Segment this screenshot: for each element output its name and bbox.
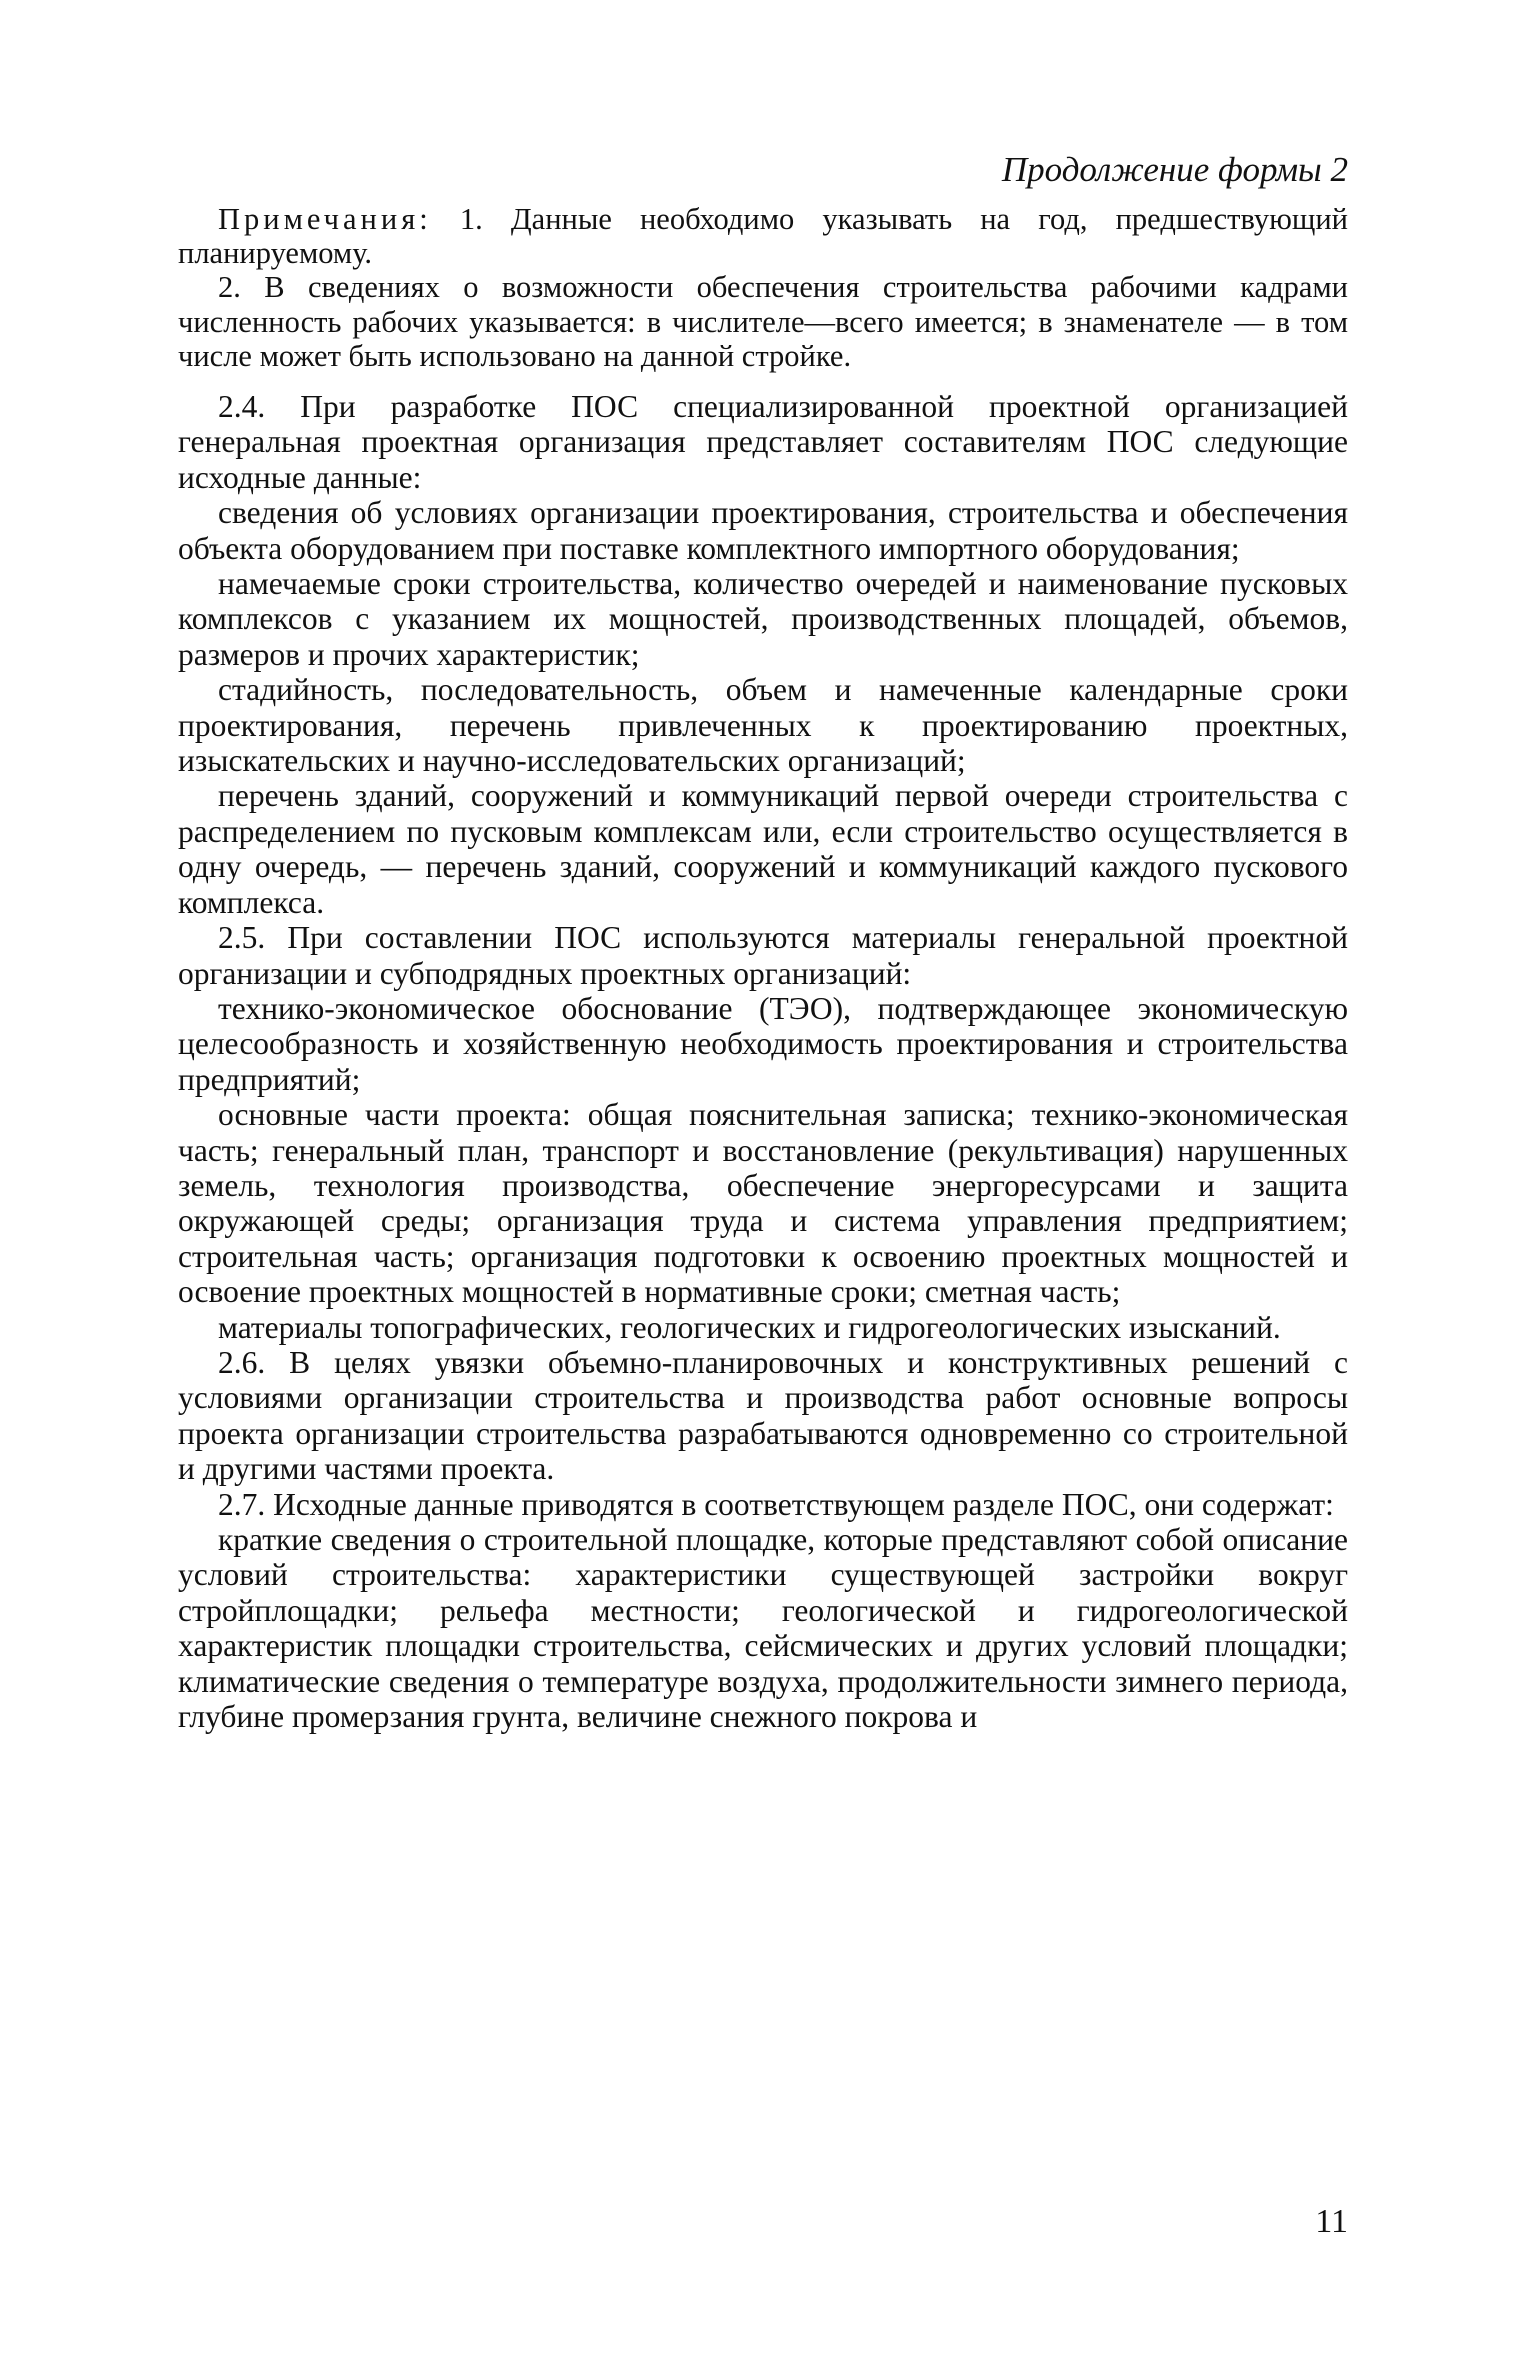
paragraph-2-7-item: краткие сведения о строительной площадке, которые представляют собой описание условий строительства: характеристики существующей застройки вокруг стройплощадки; рельефа местности; геологической и гидрогеологической характеристик площадки строительства, сейсмических и других условий площадки; климатические сведения о температуре воздуха, продолжительности зимнего периода, глубине промерзания грунта, величине снежного покрова и bbox=[178, 1522, 1348, 1735]
note-1 bbox=[178, 202, 1348, 270]
paragraph-2-5-item: технико-экономическое обоснование (ТЭО), подтверждающее экономическую целесообразность и хозяйственную необходимость проектирования и строительства предприятий; bbox=[178, 990, 1348, 1097]
paragraph-2-4-item: стадийность, последовательность, объем и намеченные календарные сроки проектирования, перечень привлеченных к проектированию проектных, изыскательских и научно-исследовательских организаций; bbox=[178, 672, 1348, 779]
document-page bbox=[178, 150, 1348, 1734]
page-number: 11 bbox=[1315, 2203, 1348, 2240]
paragraph-2-4-item: намечаемые сроки строительства, количество очередей и наименование пусковых комплексов с указанием их мощностей, производственных площадей, объемов, размеров и прочих характеристик; bbox=[178, 566, 1348, 672]
notes-block bbox=[178, 202, 1348, 373]
paragraph-2-7: 2.7. Исходные данные приводятся в соответствующем разделе ПОС, они содержат: bbox=[218, 1486, 1334, 1522]
note-2: 2. В сведениях о возможности обеспечения строительства рабочими кадрами численность рабочих указывается: в числителе—всего имеется; в знаменателе — в том числе может быть использовано на данной стройке. bbox=[178, 270, 1348, 373]
paragraph-2-5-item: материалы топографических, геологических и гидрогеологических изысканий. bbox=[218, 1309, 1281, 1345]
paragraph-2-4: 2.4. При разработке ПОС специализированной проектной организацией генеральная проектная организация представляет составителям ПОС следующие исходные данные: bbox=[178, 389, 1348, 495]
paragraph-2-4-item: перечень зданий, сооружений и коммуникаций первой очереди строительства с распределением по пусковым комплексам или, если строительство осуществляется в одну очередь, — перечень зданий, сооружений и коммуникаций каждого пускового комплекса. bbox=[178, 778, 1348, 920]
form-continuation-header: Продолжение формы 2 bbox=[1001, 150, 1348, 189]
paragraph-2-4-item: сведения об условиях организации проектирования, строительства и обеспечения объекта оборудованием при поставке комплектного импортного оборудования; bbox=[178, 495, 1348, 566]
paragraph-2-5-item: основные части проекта: общая пояснительная записка; технико-экономическая часть; генеральный план, транспорт и восстановление (рекультивация) нарушенных земель, технология производства, обеспечение энергоресурсами и защита окружающей среды; организация труда и система управления предприятием; строительная часть; организация подготовки к освоению проектных мощностей и освоение проектных мощностей в нормативные сроки; сметная часть; bbox=[178, 1097, 1348, 1310]
paragraph-2-6: 2.6. В целях увязки объемно-планировочных и конструктивных решений с условиями организации строительства и производства работ основные вопросы проекта организации строительства разрабатываются одновременно со строительной и другими частями проекта. bbox=[178, 1344, 1348, 1487]
notes-label: Примечания: bbox=[218, 202, 432, 236]
paragraph-2-5: 2.5. При составлении ПОС используются материалы генеральной проектной организации и субподрядных проектных организаций: bbox=[178, 920, 1348, 991]
note-1-text: 1. Данные необходимо указывать на год, предшествующий планируемому. bbox=[178, 202, 1349, 271]
